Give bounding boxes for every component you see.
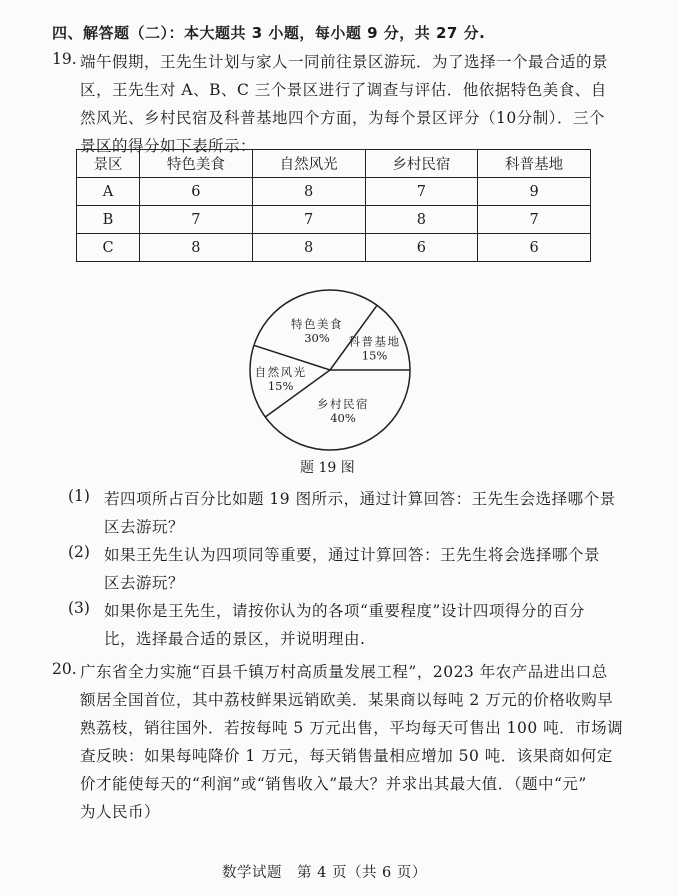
question-20-line: 价才能使每天的“利润”或“销售收入”最大？并求出其最大值．（题中“元” bbox=[80, 775, 587, 793]
table-cell: A bbox=[77, 178, 140, 206]
part-2-label: (2) bbox=[68, 543, 90, 561]
table-cell: B bbox=[77, 206, 140, 234]
table-cell: 6 bbox=[365, 234, 478, 262]
part-3-label: (3) bbox=[68, 599, 90, 617]
part-1-line: 区去游玩？ bbox=[104, 518, 185, 536]
question-19-line: 端午假期，王先生计划与家人一同前往景区游玩．为了选择一个最合适的景 bbox=[80, 53, 609, 71]
question-20-line: 为人民币） bbox=[80, 803, 161, 821]
table-row bbox=[77, 206, 591, 234]
pie-slice-percent-label: 30% bbox=[304, 331, 330, 346]
pie-slice-category-label: 乡村民宿 bbox=[316, 396, 369, 411]
part-3-line: 比，选择最合适的景区，并说明理由. bbox=[104, 630, 366, 648]
part-3-line: 如果你是王先生，请按你认为的各项“重要程度”设计四项得分的百分 bbox=[104, 602, 585, 620]
question-19-line: 景区的得分如下表所示： bbox=[80, 137, 257, 155]
table-cell: 9 bbox=[478, 178, 591, 206]
question-19-line: 然风光、乡村民宿及科普基地四个方面，为每个景区评分（10分制）．三个 bbox=[80, 109, 605, 127]
question-19-line: 区，王先生对 A、B、C 三个景区进行了调查与评估．他依据特色美食、自 bbox=[80, 81, 607, 99]
table-cell: 8 bbox=[365, 206, 478, 234]
table-header-row bbox=[77, 150, 591, 178]
pie-slice-category-label: 自然风光 bbox=[254, 364, 307, 379]
question-19-number: 19. bbox=[52, 50, 77, 68]
question-20-line: 额居全国首位，其中荔枝鲜果远销欧美．某果商以每吨 2 万元的价格收购早 bbox=[80, 691, 614, 709]
pie-slice-percent-label: 15% bbox=[361, 348, 388, 363]
table-cell: 7 bbox=[140, 206, 253, 234]
question-20-line: 广东省全力实施“百县千镇万村高质量发展工程”，2023 年农产品进出口总 bbox=[80, 663, 608, 681]
table-header: 景区 bbox=[77, 150, 140, 178]
table-header: 乡村民宿 bbox=[365, 150, 478, 178]
part-1-label: (1) bbox=[68, 487, 90, 505]
part-2-line: 如果王先生认为四项同等重要，通过计算回答：王先生将会选择哪个景 bbox=[104, 546, 601, 564]
table-cell: 8 bbox=[252, 178, 365, 206]
table-cell: 7 bbox=[252, 206, 365, 234]
scores-table bbox=[76, 149, 591, 262]
table-header: 科普基地 bbox=[478, 150, 591, 178]
table-cell: 6 bbox=[140, 178, 253, 206]
table-header: 自然风光 bbox=[252, 150, 365, 178]
pie-slice-percent-label: 40% bbox=[330, 410, 356, 425]
figure-caption: 题 19 图 bbox=[300, 460, 355, 476]
table-header: 特色美食 bbox=[140, 150, 253, 178]
question-20-line: 查反映：如果每吨降价 1 万元，每天销售量相应增加 50 吨．该果商如何定 bbox=[80, 747, 613, 765]
table-cell: 8 bbox=[252, 234, 365, 262]
pie-slice-category-label: 科普基地 bbox=[348, 334, 401, 349]
table-cell: C bbox=[77, 234, 140, 262]
table-cell: 7 bbox=[365, 178, 478, 206]
page-footer: 数学试题 第 4 页（共 6 页） bbox=[222, 865, 427, 881]
pie-chart bbox=[240, 280, 420, 460]
part-2-line: 区去游玩？ bbox=[104, 574, 185, 592]
part-1-line: 若四项所占百分比如题 19 图所示，通过计算回答：王先生会选择哪个景 bbox=[104, 490, 616, 508]
table-cell: 7 bbox=[478, 206, 591, 234]
table-cell: 8 bbox=[140, 234, 253, 262]
pie-slice-category-label: 特色美食 bbox=[291, 317, 344, 332]
table-cell: 6 bbox=[478, 234, 591, 262]
question-20-line: 熟荔枝，销往国外．若按每吨 5 万元出售，平均每天可售出 100 吨．市场调 bbox=[80, 719, 624, 737]
table-row bbox=[77, 178, 591, 206]
section-heading: 四、解答题（二）：本大题共 3 小题，每小题 9 分，共 27 分. bbox=[52, 24, 486, 42]
table-row bbox=[77, 234, 591, 262]
pie-slice-percent-label: 15% bbox=[267, 378, 294, 393]
question-20-number: 20. bbox=[52, 660, 77, 678]
